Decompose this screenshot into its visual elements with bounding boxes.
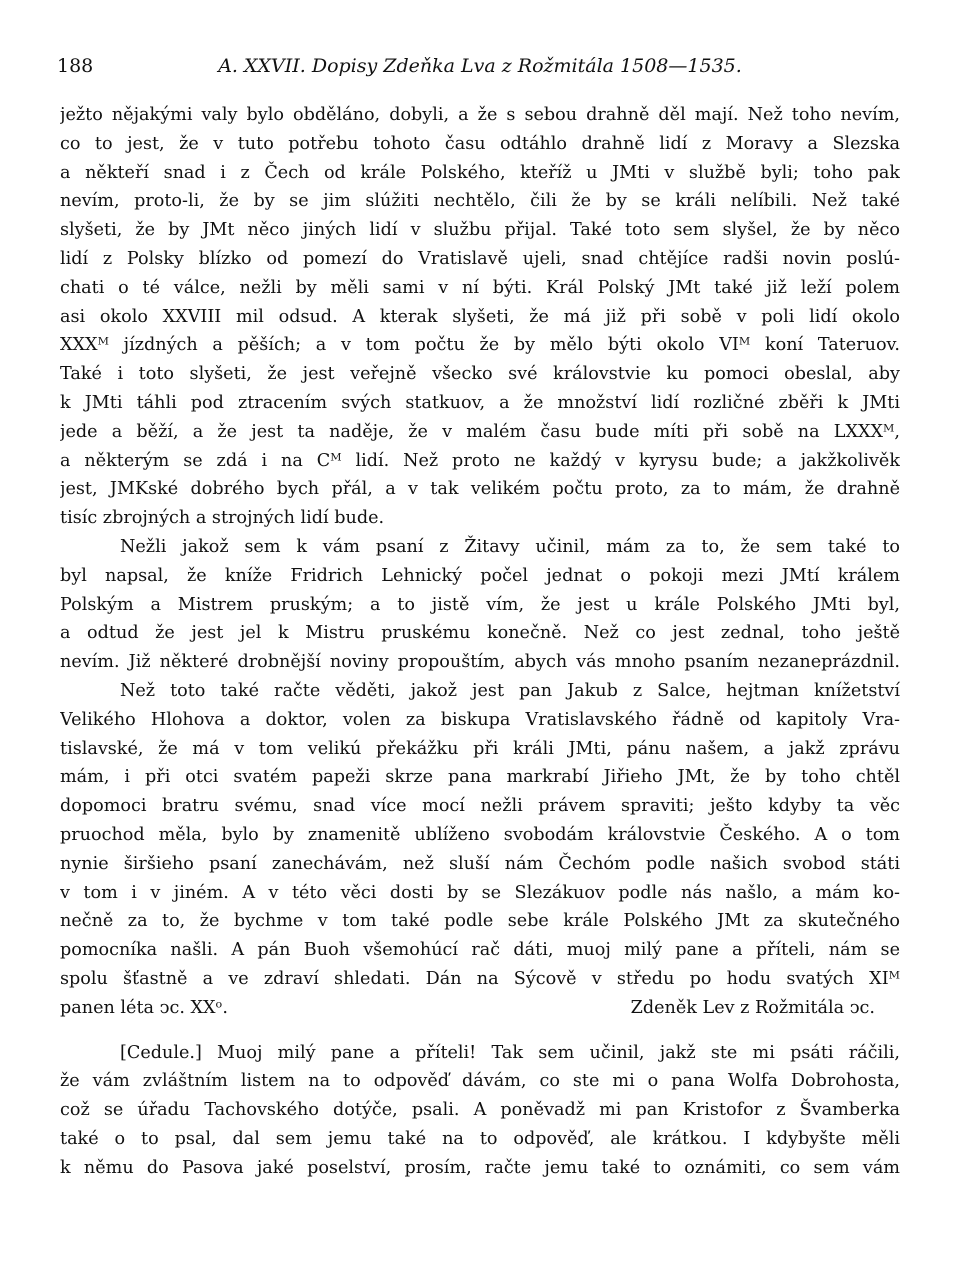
text-line: k němu do Pasova jaké poselství, prosím, račte jemu také to oznámiti, co sem vám	[60, 1157, 900, 1178]
text-line: také o to psal, dal sem jemu také na to odpověď, ale krátkou. I kdybyšte měli	[60, 1128, 900, 1149]
text-line: byl napsal, že kníže Fridrich Lehnický počel jednat o pokoji mezi JMtí králem	[60, 565, 900, 586]
text-line: Nežli jakož sem k vám psaní z Žitavy učinil, mám za to, že sem také to	[120, 536, 900, 557]
text-line: a odtud že jest jel k Mistru pruskému konečně. Než co jest zednal, toho ještě	[60, 623, 900, 644]
text-line: tisíc zbrojných a strojných lidí bude.	[60, 508, 385, 529]
text-line: nevím. Již některé drobnější noviny propouštím, abych vás mnoho psaním nezaneprázdnil.	[60, 652, 900, 673]
text-line: že vám zvláštním listem na to odpověď dávám, co ste mi o pana Wolfa Dobrohosta,	[60, 1071, 900, 1092]
postscript	[60, 1039, 900, 1183]
text-line: co to jest, že v tuto potřebu tohoto času odtáhlo drahně lidí z Moravy a Slezska	[60, 133, 900, 154]
text-line: tislavské, že má v tom velikú překážku při králi JMti, pánu našem, a jakž zprávu	[60, 738, 900, 759]
text-line: což se úřadu Tachovského dotýče, psali. A poněvadž mi pan Kristofor z Švamberka	[60, 1100, 900, 1121]
text-line: dopomoci bratru svému, snad více mocí nežli právem spraviti; ješto kdyby ta věc	[60, 796, 900, 817]
text-line: nevím, proto-li, že by se jim slúžiti nechtělo, čili že by se králi nelíbili. Než také	[60, 191, 900, 212]
paragraph-2	[60, 533, 900, 677]
running-title: A. XXVII. Dopisy Zdeňka Lva z Rožmitála 1508—1535.	[218, 55, 742, 77]
text-line: a některým se zdá i na Cᴹ lidí. Než proto ne každý v kyrysu bude; a jakžkolivěk	[60, 450, 900, 471]
body-text	[60, 101, 900, 1182]
paragraph-1	[60, 101, 900, 533]
text-line: pomocníka našli. A pán Buoh všemohúcí rač dáti, muoj milý pane a příteli, nám se	[60, 940, 900, 961]
text-line: Velikého Hlohova a doktor, volen za biskupa Vratislavského řádně od kapitoly Vra-	[60, 709, 900, 730]
text-line: nynie širšieho psaní zanechávám, než sluší nám Čechóm podle našich svobod státi	[60, 853, 900, 874]
text-line: chati o té válce, nežli by měli sami v ní býti. Král Polský JMt také již leží polem	[60, 277, 900, 298]
text-line: [Cedule.] Muoj milý pane a příteli! Tak sem učinil, jakž ste mi psáti ráčili,	[120, 1042, 900, 1063]
date-closing: panen léta ↄc. XXᵒ.	[60, 997, 228, 1018]
text-line: nečně za to, že bychme v tom také podle sebe krále Polského JMt za skutečného	[60, 911, 900, 932]
signature-line	[60, 994, 900, 1023]
page-header	[57, 55, 903, 85]
text-line: XXXᴹ jízdných a pěších; a v tom počtu že by mělo býti okolo VIᴹ koní Tateruov.	[60, 335, 900, 356]
text-line: jede a běží, a že jest ta naděje, že v malém času bude míti při sobě na LXXXᴹ,	[60, 421, 900, 442]
text-line: k JMti táhli pod ztracením svých statkuov, a že množství lidí rozličné zběři k JMti	[60, 392, 900, 413]
text-line: Také i toto slyšeti, že jest veřejně všecko své královstvie ku pomoci obeslal, aby	[60, 364, 900, 385]
text-line: slyšeti, že by JMt něco jiných lidí v službu přijal. Také toto sem slyšel, že by něco	[60, 220, 900, 241]
paragraph-3	[60, 677, 900, 994]
text-line: pruochod měla, bylo by znamenitě ublíženo svobodám královstvie Českého. A o tom	[60, 824, 900, 845]
text-line: Než toto také račte věděti, jakož jest pan Jakub z Salce, hejtman knížetství	[120, 680, 900, 701]
text-line: jest, JMKské dobrého bych přál, a v tak velikém počtu proto, za to mám, že drahně	[60, 479, 900, 500]
text-line: v tom i v jiném. A v této věci dosti by se Slezákuov podle nás našlo, a mám ko-	[60, 882, 900, 903]
text-line: mám, i při otci svatém papeži skrze pana markrabí Jiřieho JMt, že by toho chtěl	[60, 767, 900, 788]
text-line: spolu šťastně a ve zdraví shledati. Dán na Sýcově v středu po hodu svatých XIᴹ	[60, 968, 900, 989]
page-number: 188	[57, 55, 94, 77]
signature: Zdeněk Lev z Rožmitála ↄc.	[630, 997, 875, 1018]
text-line: asi okolo XXVIII mil odsud. A kterak slyšeti, že má již při sobě v poli lidí okolo	[60, 306, 900, 327]
text-line: ježto nějakými valy bylo obděláno, dobyli, a že s sebou drahně děl mají. Než toho nevím,	[60, 105, 900, 125]
text-line: Polským a Mistrem pruským; a to jistě vím, že jest u krále Polského JMti byl,	[60, 594, 900, 615]
text-line: lidí z Polsky blízko od pomezí do Vratislavě ujeli, snad chtějíce radši novin poslú-	[60, 248, 900, 269]
text-line: a někteří snad i z Čech od krále Polského, kteříž u JMti v službě byli; toho pak	[60, 162, 900, 183]
